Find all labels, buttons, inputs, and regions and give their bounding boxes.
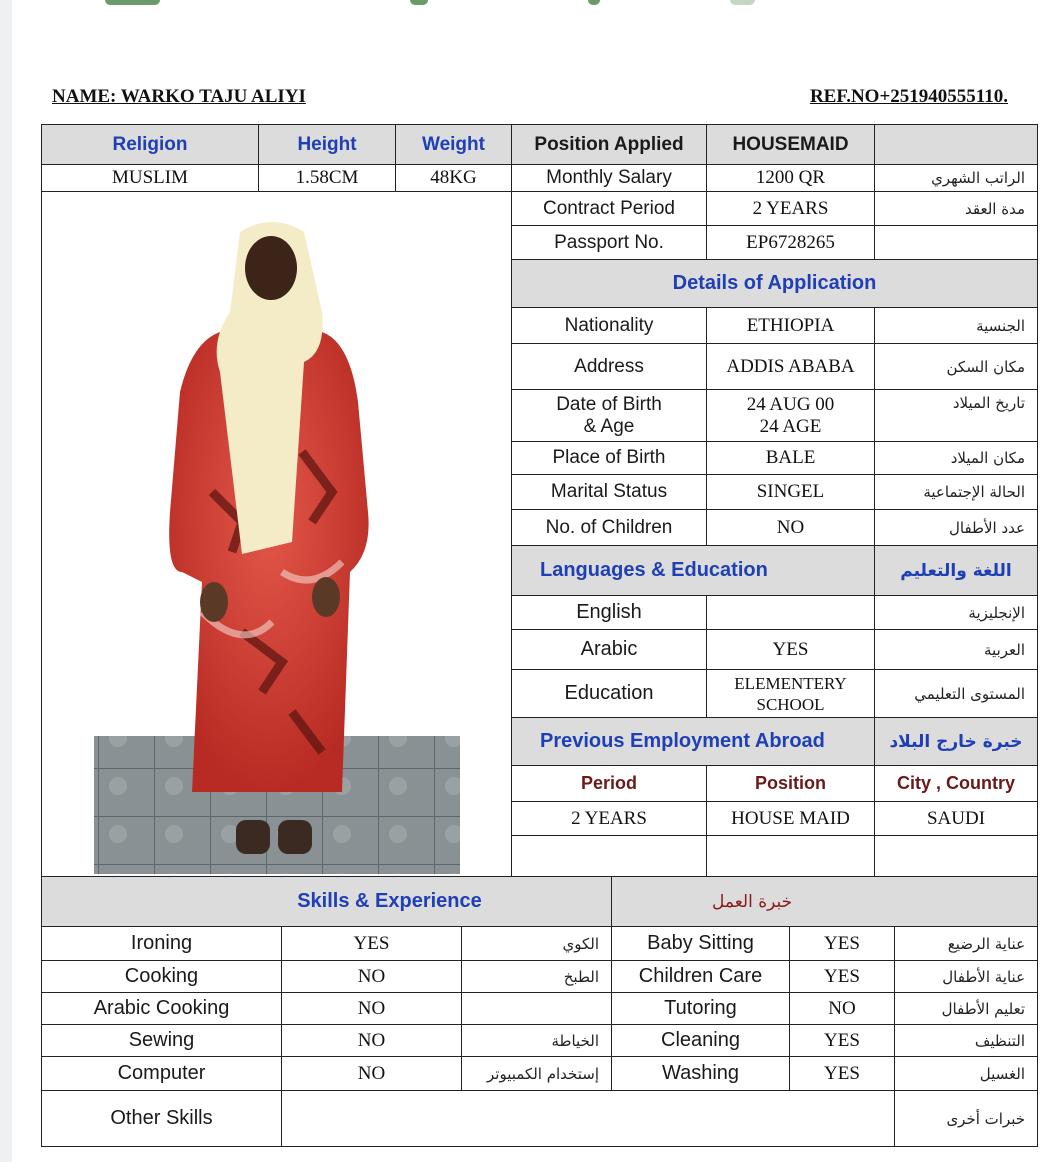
nationality-label: Nationality — [512, 308, 707, 344]
other-skills-label: Other Skills — [42, 1091, 282, 1147]
skill-left-arabic — [462, 993, 612, 1025]
arabic-arabic: العربية — [875, 630, 1038, 670]
skill-left-label: Computer — [42, 1057, 282, 1091]
nationality-arabic: الجنسية — [875, 308, 1038, 344]
photo-cell — [42, 192, 512, 880]
skill-right-arabic: الغسيل — [895, 1057, 1038, 1091]
religion-header: Religion — [42, 125, 259, 165]
arabic-value: YES — [707, 630, 875, 670]
dob-value-line2: 24 AGE — [759, 415, 822, 437]
education-arabic: المستوى التعليمي — [875, 670, 1038, 718]
skill-left-label: Cooking — [42, 961, 282, 993]
children-value: NO — [707, 510, 875, 546]
skill-left-label: Ironing — [42, 927, 282, 961]
applicant-name: NAME: WARKO TAJU ALIYI — [52, 86, 306, 107]
skills-title: Skills & Experience — [42, 877, 612, 927]
reference-number: REF.NO+251940555110. — [809, 86, 1008, 107]
skill-right-label: Cleaning — [612, 1025, 790, 1057]
skill-right-label: Baby Sitting — [612, 927, 790, 961]
other-skills-value — [282, 1091, 895, 1147]
position-applied-label: Position Applied — [512, 125, 707, 165]
religion-value: MUSLIM — [42, 165, 259, 192]
applicant-photo — [42, 192, 512, 874]
employment-period: 2 YEARS — [512, 802, 707, 836]
english-arabic: الإنجليزية — [875, 596, 1038, 630]
address-value: ADDIS ABABA — [707, 344, 875, 390]
dob-label-line2: & Age — [583, 415, 635, 437]
marital-value: SINGEL — [707, 475, 875, 510]
skill-right-arabic: عناية الأطفال — [895, 961, 1038, 993]
skills-table — [41, 876, 1038, 1147]
salary-label: Monthly Salary — [512, 165, 707, 192]
skill-right-label: Washing — [612, 1057, 790, 1091]
passport-label: Passport No. — [512, 226, 707, 260]
languages-title-arabic: اللغة والتعليم — [875, 546, 1038, 596]
dob-value — [707, 390, 875, 442]
dob-value-line1: 24 AUG 00 — [746, 393, 835, 415]
salary-value: 1200 QR — [707, 165, 875, 192]
english-label: English — [512, 596, 707, 630]
empty-cell — [512, 836, 707, 880]
skill-left-label: Sewing — [42, 1025, 282, 1057]
empty-cell — [875, 836, 1038, 880]
weight-header: Weight — [396, 125, 512, 165]
employment-title: Previous Employment Abroad — [512, 718, 875, 766]
education-value-line2: SCHOOL — [756, 694, 825, 714]
education-value — [707, 670, 875, 718]
other-skills-arabic: خبرات أخرى — [895, 1091, 1038, 1147]
skill-left-value: YES — [282, 927, 462, 961]
contract-value: 2 YEARS — [707, 192, 875, 226]
employment-position: HOUSE MAID — [707, 802, 875, 836]
empty-cell — [875, 125, 1038, 165]
contract-label: Contract Period — [512, 192, 707, 226]
birthplace-value: BALE — [707, 442, 875, 475]
skill-right-value: YES — [790, 1057, 895, 1091]
dob-label-line1: Date of Birth — [556, 393, 662, 415]
skills-title-arabic: خبرة العمل — [712, 891, 793, 912]
skill-right-label: Tutoring — [612, 993, 790, 1025]
english-value — [707, 596, 875, 630]
empty-cell — [707, 836, 875, 880]
contract-arabic: مدة العقد — [875, 192, 1038, 226]
marital-arabic: الحالة الإجتماعية — [875, 475, 1038, 510]
children-arabic: عدد الأطفال — [875, 510, 1038, 546]
height-header: Height — [259, 125, 396, 165]
position-header: Position — [707, 766, 875, 802]
skill-right-arabic: عناية الرضيع — [895, 927, 1038, 961]
birthplace-label: Place of Birth — [512, 442, 707, 475]
weight-value: 48KG — [396, 165, 512, 192]
skill-left-arabic: الكوي — [462, 927, 612, 961]
dob-arabic: تاريخ الميلاد — [875, 390, 1038, 442]
arabic-label: Arabic — [512, 630, 707, 670]
birthplace-arabic: مكان الميلاد — [875, 442, 1038, 475]
skill-right-value: NO — [790, 993, 895, 1025]
skill-left-arabic: إستخدام الكمبيوتر — [462, 1057, 612, 1091]
address-label: Address — [512, 344, 707, 390]
children-label: No. of Children — [512, 510, 707, 546]
empty-cell — [875, 226, 1038, 260]
details-title: Details of Application — [512, 260, 1038, 308]
skill-right-arabic: التنظيف — [895, 1025, 1038, 1057]
skill-left-arabic: الطبخ — [462, 961, 612, 993]
passport-value: EP6728265 — [707, 226, 875, 260]
marital-label: Marital Status — [512, 475, 707, 510]
skill-left-value: NO — [282, 961, 462, 993]
logo-fragment — [0, 0, 1053, 10]
city-country-header: City , Country — [875, 766, 1038, 802]
skill-left-value: NO — [282, 1057, 462, 1091]
skill-left-value: NO — [282, 993, 462, 1025]
period-header: Period — [512, 766, 707, 802]
skill-right-value: YES — [790, 1025, 895, 1057]
address-arabic: مكان السكن — [875, 344, 1038, 390]
education-value-line1: ELEMENTERY — [734, 673, 847, 693]
dob-label — [512, 390, 707, 442]
skill-right-label: Children Care — [612, 961, 790, 993]
skill-left-value: NO — [282, 1025, 462, 1057]
page-margin — [0, 0, 12, 1162]
position-applied-value: HOUSEMAID — [707, 125, 875, 165]
skill-right-value: YES — [790, 927, 895, 961]
skills-title-arabic-cell — [612, 877, 1038, 927]
employment-city: SAUDI — [875, 802, 1038, 836]
skill-right-arabic: تعليم الأطفال — [895, 993, 1038, 1025]
nationality-value: ETHIOPIA — [707, 308, 875, 344]
employment-title-arabic: خبرة خارج البلاد — [875, 718, 1038, 766]
languages-title: Languages & Education — [512, 546, 875, 596]
skill-left-label: Arabic Cooking — [42, 993, 282, 1025]
height-value: 1.58CM — [259, 165, 396, 192]
salary-arabic: الراتب الشهري — [875, 165, 1038, 192]
education-label: Education — [512, 670, 707, 718]
skill-left-arabic: الخياطة — [462, 1025, 612, 1057]
skill-right-value: YES — [790, 961, 895, 993]
application-table — [41, 124, 1038, 880]
